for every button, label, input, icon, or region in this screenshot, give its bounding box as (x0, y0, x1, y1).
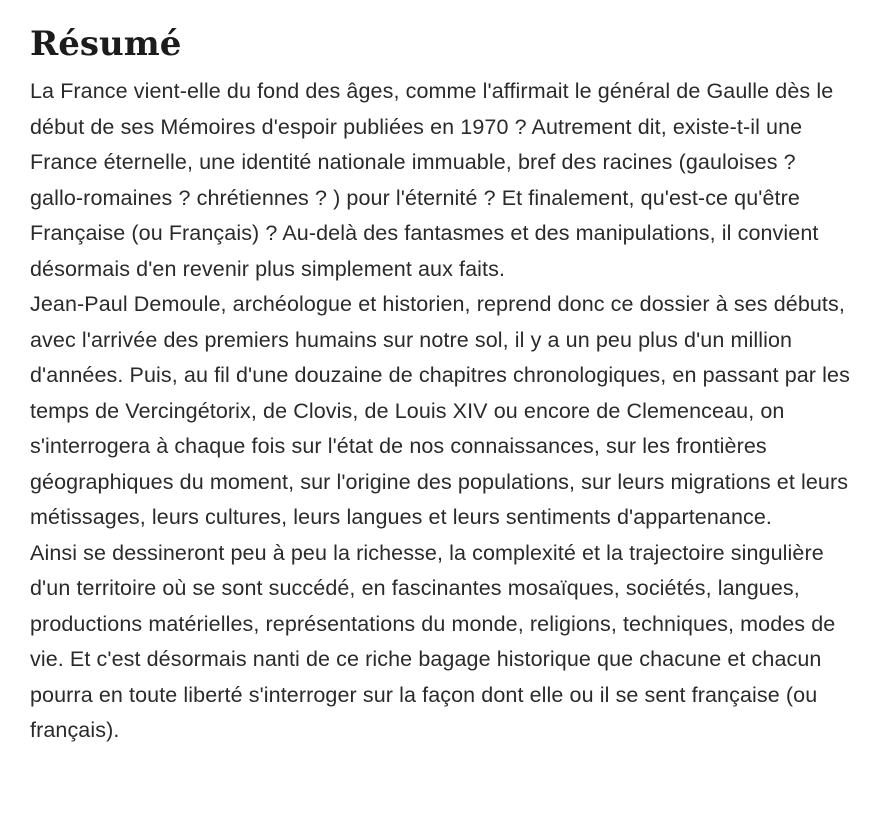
summary-heading: Résumé (30, 24, 182, 64)
summary-paragraph-1: La France vient-elle du fond des âges, comme l'affirmait le général de Gaulle dès le début de ses Mémoires d'espoir publiées en 1970 ? Autrement dit, existe-t-il une France éternelle, une identité nationale immuable, bref des racines (gauloises ? gallo-romaines ? chrétiennes ? ) pour l'éternité ? Et finalement, qu'est-ce qu'être Française (ou Français) ? Au-delà des fantasmes et des manipulations, il convient désormais d'en revenir plus simplement aux faits. (30, 79, 834, 281)
summary-paragraph-2: Jean-Paul Demoule, archéologue et historien, reprend donc ce dossier à ses débuts, avec l'arrivée des premiers humains sur notre sol, il y a un peu plus d'un million d'années. Puis, au fil d'une douzaine de chapitres chronologiques, en passant par les temps de Vercingétorix, de Clovis, de Louis XIV ou encore de Clemenceau, on s'interrogera à chaque fois sur l'état de nos connaissances, sur les frontières géographiques du moment, sur l'origine des populations, sur leurs migrations et leurs métissages, leurs cultures, leurs langues et leurs sentiments d'appartenance. (30, 292, 850, 529)
summary-paragraph-3: Ainsi se dessineront peu à peu la richesse, la complexité et la trajectoire singulière d'un territoire où se sont succédé, en fascinantes mosaïques, sociétés, langues, productions matérielles, représentations du monde, religions, techniques, modes de vie. Et c'est désormais nanti de ce riche bagage historique que chacune et chacun pourra en toute liberté s'interroger sur la façon dont elle ou il se sent française (ou français). (30, 540, 836, 742)
summary-section (30, 20, 850, 749)
